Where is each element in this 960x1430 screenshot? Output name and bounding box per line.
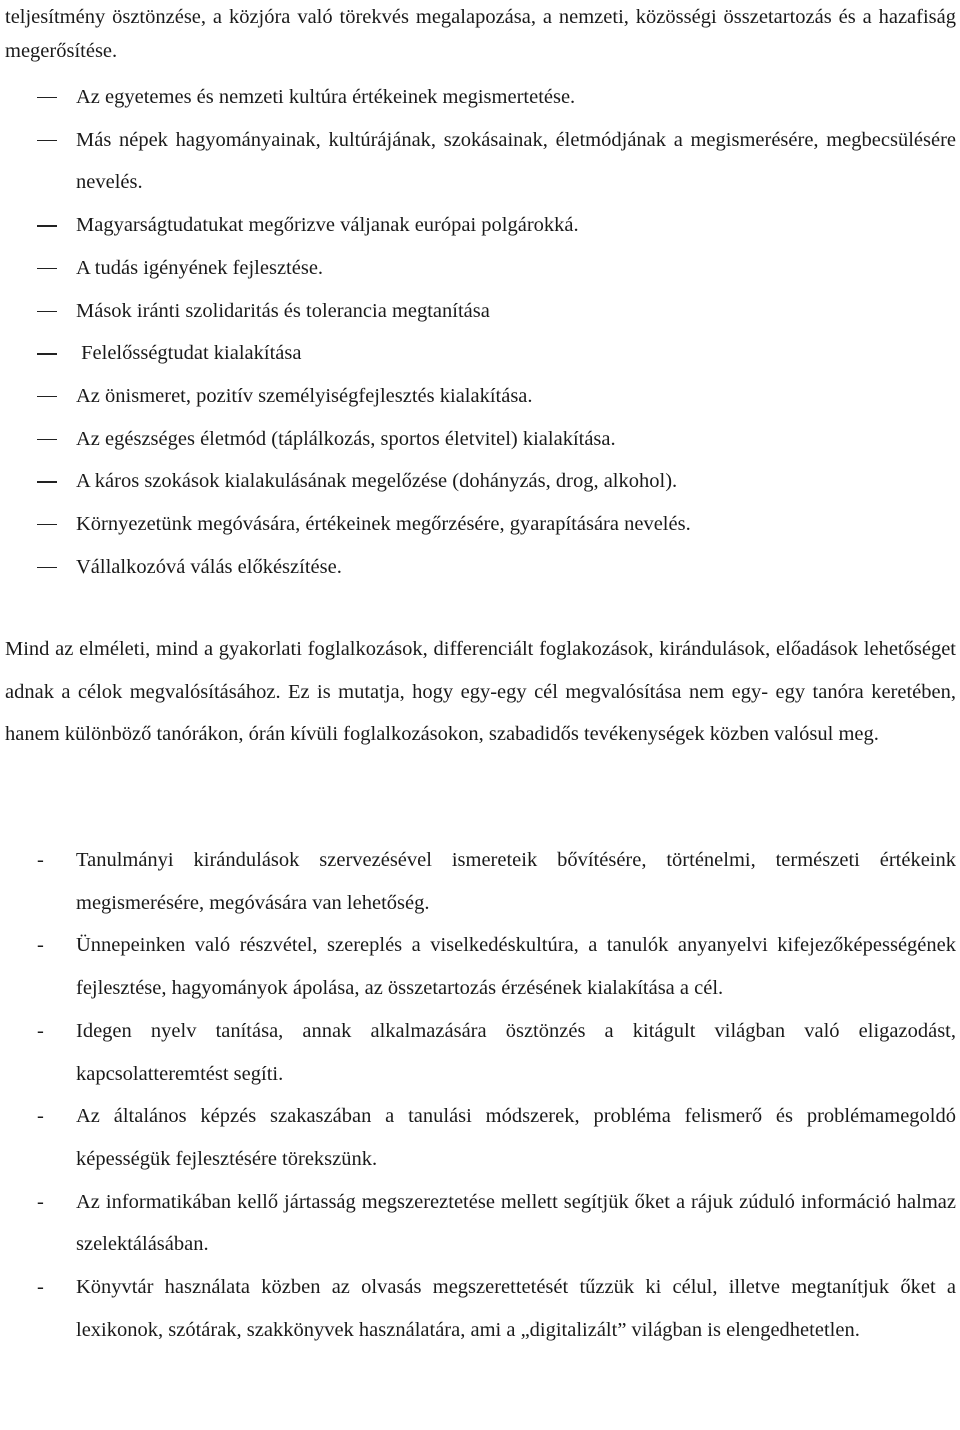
list-item [0, 839, 960, 924]
list-item-text: Ünnepeinken való részvétel, szereplés a viselkedéskultúra, a tanulók anyanyelvi kifejezőképességének fejlesztése, hagyományok ápolása, az összetartozás érzésének kialakítása a cél. [76, 934, 956, 1000]
list-item: Az egészséges életmód (táplálkozás, sportos életvitel) kialakítása. [0, 418, 960, 461]
intro-paragraph: teljesítmény ösztönzése, a közjóra való törekvés megalapozása, a nemzeti, közösségi összetartozás és a hazafiság megerősítése. [5, 6, 956, 62]
list-item-text: Könyvtár használata közben az olvasás megszerettetését tűzzük ki célul, illetve megtanítjuk őket a lexikonok, szótárak, szakkönyvek használatára, ami a „digitalizált” világban is elengedhetetlen. [76, 1276, 956, 1341]
list-item-text: Az informatikában kellő jártasság megszereztetése mellett segítjük őket a rájuk zúduló információ halmaz szelektálásában. [76, 1190, 956, 1256]
list-item: Magyarságtudatukat megőrizve váljanak európai polgárokká. [0, 204, 960, 247]
dash-bullet [37, 439, 57, 440]
hyphen-bullet: - [37, 1019, 44, 1042]
dash-bullet [37, 225, 57, 226]
dash-bullet [37, 481, 57, 482]
body-paragraph: Mind az elméleti, mind a gyakorlati foglalkozások, differenciált foglakozások, kirándulások, előadások lehetőséget adnak a célok megvalósításához. Ez is mutatja, hogy egy-egy cél megvalósítása nem egy- egy tanóra keretében, hanem különböző tanórákon, órán kívüli foglalkozásokon, szabadidős tevékenységek közben valósul meg. [5, 638, 956, 746]
dash-bullet [37, 97, 57, 98]
dash-bullet [37, 353, 57, 354]
list-item [0, 1181, 960, 1266]
list-item-text: Az általános képzés szakaszában a tanulási módszerek, probléma felismerő és problémamegoldó képességük fejlesztésére törekszünk. [76, 1105, 956, 1170]
goals-dash-list [0, 76, 960, 588]
list-item [0, 1095, 960, 1180]
list-item: A káros szokások kialakulásának megelőzése (dohányzás, drog, alkohol). [0, 460, 960, 503]
hyphen-bullet: - [37, 934, 44, 957]
list-item: Környezetünk megóvására, értékeinek megőrzésére, gyarapítására nevelés. [0, 503, 960, 546]
hyphen-bullet: - [37, 1276, 44, 1299]
list-item: A tudás igényének fejlesztése. [0, 247, 960, 290]
list-item-text: Tanulmányi kirándulások szervezésével ismereteik bővítésére, történelmi, természeti értékeink megismerésére, megóvására van lehetőség. [76, 849, 956, 914]
dash-bullet [37, 567, 57, 568]
activities-hyphen-list [0, 839, 960, 1351]
list-item: Felelősségtudat kialakítása [0, 332, 960, 375]
dash-bullet [37, 396, 57, 397]
list-item [0, 1010, 960, 1095]
list-item: Az önismeret, pozitív személyiségfejlesztés kialakítása. [0, 375, 960, 418]
hyphen-bullet: - [37, 1105, 44, 1128]
list-item: Mások iránti szolidaritás és tolerancia megtanítása [0, 290, 960, 333]
hyphen-bullet: - [37, 1190, 44, 1213]
dash-bullet [37, 268, 57, 269]
list-item [0, 1266, 960, 1351]
list-item-text: Idegen nyelv tanítása, annak alkalmazására ösztönzés a kitágult világban való eligazodást, kapcsolatteremtést segíti. [76, 1019, 956, 1085]
list-item: Az egyetemes és nemzeti kultúra értékeinek megismertetése. [0, 76, 960, 119]
list-item [0, 924, 960, 1009]
list-item: Vállalkozóvá válás előkészítése. [0, 546, 960, 589]
dash-bullet [37, 311, 57, 312]
list-item: Más népek hagyományainak, kultúrájának, szokásainak, életmódjának a megismerésére, megbecsülésére nevelés. [0, 119, 960, 204]
hyphen-bullet: - [37, 849, 44, 871]
dash-bullet [37, 140, 57, 141]
dash-bullet [37, 524, 57, 525]
